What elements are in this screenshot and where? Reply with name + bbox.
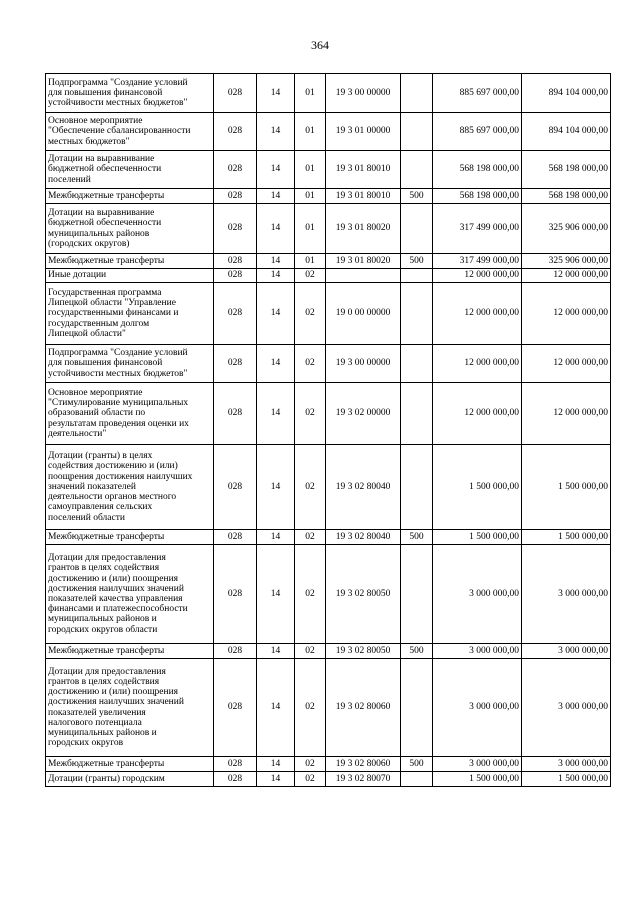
- amount-year2-cell: 12 000 000,00: [522, 283, 611, 345]
- amount-year2-cell: 1 500 000,00: [522, 772, 611, 787]
- table-row: [46, 254, 611, 269]
- expense-type-cell: [401, 345, 433, 383]
- row-name-cell: Дотации на выравнивание бюджетной обеспеченности поселений: [46, 151, 214, 189]
- subsection-code-cell: 02: [295, 757, 326, 772]
- amount-year1-cell: 12 000 000,00: [433, 269, 522, 283]
- amount-year1-cell: 317 499 000,00: [433, 204, 522, 254]
- amount-year1-cell: 3 000 000,00: [433, 545, 522, 644]
- table-row: [46, 204, 611, 254]
- expense-type-cell: [401, 204, 433, 254]
- subsection-code-cell: 02: [295, 644, 326, 659]
- expense-type-cell: [401, 151, 433, 189]
- table-row: [46, 530, 611, 545]
- table-row: [46, 772, 611, 787]
- expense-type-cell: [401, 659, 433, 757]
- section-code-cell: 14: [257, 530, 295, 545]
- section-code-cell: 14: [257, 254, 295, 269]
- ministry-code-cell: 028: [214, 151, 257, 189]
- ministry-code-cell: 028: [214, 772, 257, 787]
- amount-year2-cell: 12 000 000,00: [522, 383, 611, 445]
- expense-type-cell: [401, 283, 433, 345]
- target-article-cell: 19 3 00 00000: [326, 345, 401, 383]
- amount-year1-cell: 1 500 000,00: [433, 530, 522, 545]
- amount-year2-cell: 1 500 000,00: [522, 530, 611, 545]
- table-row: [46, 269, 611, 283]
- ministry-code-cell: 028: [214, 189, 257, 204]
- ministry-code-cell: 028: [214, 204, 257, 254]
- amount-year1-cell: 3 000 000,00: [433, 644, 522, 659]
- amount-year2-cell: 3 000 000,00: [522, 644, 611, 659]
- amount-year2-cell: 3 000 000,00: [522, 757, 611, 772]
- row-name-cell: Межбюджетные трансферты: [46, 644, 214, 659]
- table-row: [46, 659, 611, 757]
- amount-year2-cell: 894 104 000,00: [522, 113, 611, 151]
- subsection-code-cell: 02: [295, 545, 326, 644]
- subsection-code-cell: 01: [295, 189, 326, 204]
- amount-year1-cell: 1 500 000,00: [433, 445, 522, 530]
- table-row: [46, 283, 611, 345]
- section-code-cell: 14: [257, 383, 295, 445]
- subsection-code-cell: 01: [295, 254, 326, 269]
- ministry-code-cell: 028: [214, 283, 257, 345]
- target-article-cell: 19 3 02 80040: [326, 530, 401, 545]
- section-code-cell: 14: [257, 204, 295, 254]
- target-article-cell: 19 3 02 80060: [326, 757, 401, 772]
- row-name-cell: Подпрограмма "Создание условий для повышения финансовой устойчивости местных бюджетов": [46, 74, 214, 113]
- amount-year2-cell: 894 104 000,00: [522, 74, 611, 113]
- target-article-cell: 19 3 00 00000: [326, 74, 401, 113]
- expense-type-cell: [401, 113, 433, 151]
- subsection-code-cell: 02: [295, 445, 326, 530]
- amount-year2-cell: 12 000 000,00: [522, 269, 611, 283]
- target-article-cell: 19 3 01 80010: [326, 189, 401, 204]
- target-article-cell: 19 3 01 80010: [326, 151, 401, 189]
- table-row: [46, 545, 611, 644]
- ministry-code-cell: 028: [214, 757, 257, 772]
- budget-table: [45, 73, 611, 787]
- amount-year2-cell: 3 000 000,00: [522, 545, 611, 644]
- target-article-cell: [326, 269, 401, 283]
- amount-year1-cell: 12 000 000,00: [433, 283, 522, 345]
- table-row: [46, 345, 611, 383]
- amount-year2-cell: 12 000 000,00: [522, 345, 611, 383]
- target-article-cell: 19 0 00 00000: [326, 283, 401, 345]
- row-name-cell: Иные дотации: [46, 269, 214, 283]
- section-code-cell: 14: [257, 113, 295, 151]
- target-article-cell: 19 3 02 00000: [326, 383, 401, 445]
- amount-year1-cell: 317 499 000,00: [433, 254, 522, 269]
- section-code-cell: 14: [257, 757, 295, 772]
- target-article-cell: 19 3 01 00000: [326, 113, 401, 151]
- amount-year2-cell: 3 000 000,00: [522, 659, 611, 757]
- expense-type-cell: [401, 383, 433, 445]
- section-code-cell: 14: [257, 772, 295, 787]
- subsection-code-cell: 01: [295, 204, 326, 254]
- subsection-code-cell: 02: [295, 345, 326, 383]
- ministry-code-cell: 028: [214, 445, 257, 530]
- target-article-cell: 19 3 02 80070: [326, 772, 401, 787]
- section-code-cell: 14: [257, 189, 295, 204]
- target-article-cell: 19 3 02 80060: [326, 659, 401, 757]
- amount-year1-cell: 12 000 000,00: [433, 345, 522, 383]
- amount-year2-cell: 1 500 000,00: [522, 445, 611, 530]
- amount-year1-cell: 1 500 000,00: [433, 772, 522, 787]
- ministry-code-cell: 028: [214, 383, 257, 445]
- row-name-cell: Дотации на выравнивание бюджетной обеспеченности муниципальных районов (городских округов): [46, 204, 214, 254]
- amount-year2-cell: 325 906 000,00: [522, 204, 611, 254]
- section-code-cell: 14: [257, 659, 295, 757]
- amount-year1-cell: 568 198 000,00: [433, 151, 522, 189]
- amount-year1-cell: 3 000 000,00: [433, 757, 522, 772]
- amount-year1-cell: 12 000 000,00: [433, 383, 522, 445]
- amount-year2-cell: 568 198 000,00: [522, 189, 611, 204]
- table-row: [46, 113, 611, 151]
- row-name-cell: Межбюджетные трансферты: [46, 757, 214, 772]
- expense-type-cell: [401, 545, 433, 644]
- expense-type-cell: 500: [401, 530, 433, 545]
- target-article-cell: 19 3 02 80050: [326, 644, 401, 659]
- table-row: [46, 151, 611, 189]
- row-name-cell: Дотации (гранты) в целях содействия достижению и (или) поощрения достижения наилучших значений показателей деятельности органов местного самоуправления сельских поселений области: [46, 445, 214, 530]
- amount-year1-cell: 568 198 000,00: [433, 189, 522, 204]
- row-name-cell: Дотации (гранты) городским: [46, 772, 214, 787]
- table-row: [46, 383, 611, 445]
- row-name-cell: Основное мероприятие "Стимулирование муниципальных образований области по результатам проведения оценки их деятельности": [46, 383, 214, 445]
- expense-type-cell: [401, 74, 433, 113]
- target-article-cell: 19 3 02 80040: [326, 445, 401, 530]
- ministry-code-cell: 028: [214, 659, 257, 757]
- expense-type-cell: [401, 445, 433, 530]
- section-code-cell: 14: [257, 345, 295, 383]
- subsection-code-cell: 02: [295, 530, 326, 545]
- target-article-cell: 19 3 02 80050: [326, 545, 401, 644]
- amount-year1-cell: 885 697 000,00: [433, 74, 522, 113]
- subsection-code-cell: 02: [295, 659, 326, 757]
- expense-type-cell: [401, 269, 433, 283]
- expense-type-cell: 500: [401, 189, 433, 204]
- ministry-code-cell: 028: [214, 530, 257, 545]
- subsection-code-cell: 01: [295, 74, 326, 113]
- table-row: [46, 757, 611, 772]
- subsection-code-cell: 01: [295, 113, 326, 151]
- row-name-cell: Дотации для предоставления грантов в целях содействия достижению и (или) поощрения достижения наилучших значений показателей увеличения налогового потенциала муниципальных районов и городских округов: [46, 659, 214, 757]
- amount-year2-cell: 325 906 000,00: [522, 254, 611, 269]
- section-code-cell: 14: [257, 269, 295, 283]
- row-name-cell: Межбюджетные трансферты: [46, 189, 214, 204]
- table-row: [46, 189, 611, 204]
- subsection-code-cell: 02: [295, 283, 326, 345]
- table-row: [46, 445, 611, 530]
- section-code-cell: 14: [257, 445, 295, 530]
- section-code-cell: 14: [257, 283, 295, 345]
- amount-year2-cell: 568 198 000,00: [522, 151, 611, 189]
- ministry-code-cell: 028: [214, 74, 257, 113]
- section-code-cell: 14: [257, 545, 295, 644]
- section-code-cell: 14: [257, 151, 295, 189]
- expense-type-cell: 500: [401, 757, 433, 772]
- ministry-code-cell: 028: [214, 269, 257, 283]
- subsection-code-cell: 01: [295, 151, 326, 189]
- row-name-cell: Подпрограмма "Создание условий для повышения финансовой устойчивости местных бюджетов": [46, 345, 214, 383]
- row-name-cell: Государственная программа Липецкой области "Управление государственными финансами и государственным долгом Липецкой области": [46, 283, 214, 345]
- row-name-cell: Основное мероприятие "Обеспечение сбалансированности местных бюджетов": [46, 113, 214, 151]
- ministry-code-cell: 028: [214, 345, 257, 383]
- subsection-code-cell: 02: [295, 269, 326, 283]
- table-row: [46, 644, 611, 659]
- table-row: [46, 74, 611, 113]
- ministry-code-cell: 028: [214, 113, 257, 151]
- ministry-code-cell: 028: [214, 644, 257, 659]
- amount-year1-cell: 3 000 000,00: [433, 659, 522, 757]
- row-name-cell: Межбюджетные трансферты: [46, 530, 214, 545]
- expense-type-cell: 500: [401, 254, 433, 269]
- row-name-cell: Межбюджетные трансферты: [46, 254, 214, 269]
- target-article-cell: 19 3 01 80020: [326, 254, 401, 269]
- target-article-cell: 19 3 01 80020: [326, 204, 401, 254]
- budget-table-body: [46, 74, 611, 787]
- amount-year1-cell: 885 697 000,00: [433, 113, 522, 151]
- expense-type-cell: [401, 772, 433, 787]
- ministry-code-cell: 028: [214, 254, 257, 269]
- section-code-cell: 14: [257, 74, 295, 113]
- section-code-cell: 14: [257, 644, 295, 659]
- page-number: 364: [311, 38, 329, 52]
- ministry-code-cell: 028: [214, 545, 257, 644]
- subsection-code-cell: 02: [295, 383, 326, 445]
- expense-type-cell: 500: [401, 644, 433, 659]
- subsection-code-cell: 02: [295, 772, 326, 787]
- row-name-cell: Дотации для предоставления грантов в целях содействия достижению и (или) поощрения достижения наилучших значений показателей качества управления финансами и платежеспособности муниципальных районов и городских округов области: [46, 545, 214, 644]
